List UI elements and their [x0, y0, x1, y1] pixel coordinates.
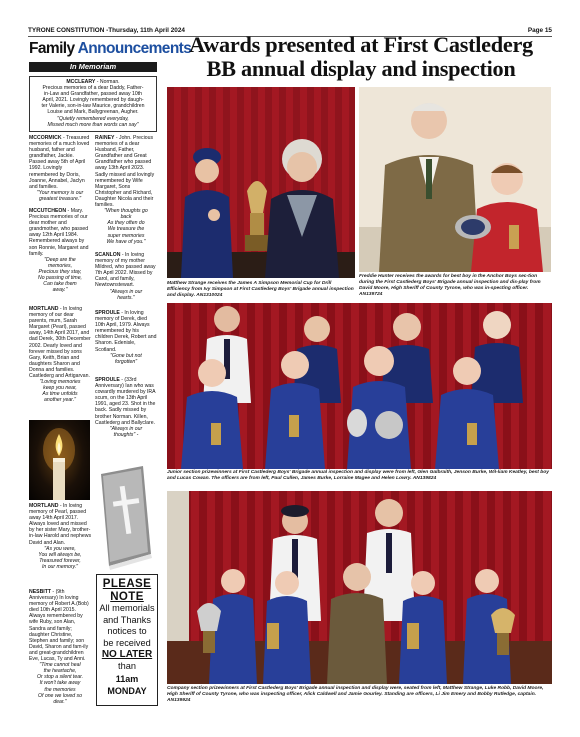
- notice-verse: You will always be,: [38, 551, 82, 558]
- photo-junior-section: [167, 303, 552, 469]
- notice-verse: Of one we loved so: [37, 692, 82, 699]
- announcements-word: Announcements: [77, 40, 192, 57]
- notice-name: MCCUTCHEON: [29, 208, 67, 214]
- notice-verse: "When thoughts go: [104, 208, 148, 215]
- notice-verse: Can take them: [43, 281, 77, 288]
- notice-verse: keep you near,: [43, 385, 77, 392]
- please-note-line: notices to: [107, 626, 147, 637]
- notice-verse: "Your memory is our: [36, 189, 84, 196]
- notice-mccormick: [29, 135, 91, 202]
- notice-text: - Mary. Precious memories of our dear mother and grandmother, who passed away 12th April 1984. Remembered always by son Ronnie, Margaret and family.: [29, 208, 89, 257]
- notice-text: - Treasured memories of a much loved husband, father and grandfather, Jackie. Passed away 5th of April 1992. Lovingly remembered by Doris, Joanne, Annabel, Jaclyn and families.: [29, 135, 90, 190]
- notice-text: - John. Precious memories of a dear Husband, Father, Grandfather and Great Grandfather who passed away 13th April 2023. Sadly missed and lovingly remembered by Wife Margaret, Sons Christopher and Richard, Daughter Nicola and their families.: [95, 135, 155, 209]
- notice-sproule-1: [95, 310, 157, 365]
- notice-sproule-2: [95, 377, 157, 438]
- notice-name: MCCLEARY: [66, 79, 96, 85]
- caption-photo-1: Matthew Strange receives the James A Simpson Memorial Cup for Drill Efficiency from Ivy Simpson at First Castlederg Boys' Brigade annual inspection and display. AN1310024: [167, 281, 354, 298]
- cross-book-icon: [95, 462, 157, 570]
- caption-photo-4: Company section prizewinners at First Castlederg Boys' Brigade annual inspection and display were, seated from left, Matthew Strange, Luke Robb, David Moore, High Sheriff of County Tyrone, who was inspecting officer, Alick Caldwell and Jamie Gourley. Standing are officers, Li Jim Emery and Bobby Rutledge, captain. AN139924: [167, 686, 544, 703]
- notice-text: - (33rd Anniversary) Ian who was cowardly murdered by IRA scum, on the 13th April 1991, aged 23. Shot in the back. Sadly missed by brother Norman. Killen, Castlederg and Ballyclare.: [95, 377, 156, 426]
- notice-name: MORTLAND: [29, 306, 59, 312]
- notice-name: SCANLON: [95, 252, 121, 258]
- notice-verse: No passing of time,: [37, 275, 82, 282]
- family-word: Family: [29, 40, 78, 57]
- notice-verse: super memories: [107, 232, 145, 239]
- notice-verse: In our memory.": [41, 563, 78, 570]
- notice-text: - In loving memory of our dear parents, mum, Sarah Margaret (Pearl), passed away, 14th April 2017, and dad Derek, 30th December 2002. Dearly loved and forever missed by sons Gary, Keith, Brian and daughters Sharon and Donna and families. Castlederg and Artigarvan.: [29, 306, 91, 380]
- notice-mccleary: [29, 76, 157, 132]
- caption-photo-2: Freddie Hunter receives the awards for best boy in the Anchor Boys sec-tion during the First Castlederg Boys' Brigade annual inspection and dis-play from David Moore, High Sheriff of County Tyrone, who was in-specting officer. AN139724: [359, 274, 541, 297]
- please-note-line: be received: [103, 637, 151, 648]
- notice-verse: "Time cannot heal: [39, 662, 81, 669]
- notice-name: SPROULE: [95, 310, 120, 316]
- page-number: Page 15: [527, 27, 552, 34]
- notice-verse: memories,: [48, 262, 72, 269]
- notice-verse: "As you were,: [44, 545, 76, 552]
- notice-text: April, 2021. Lovingly remembered by daugh-: [42, 97, 144, 104]
- notice-scanlon: [95, 252, 157, 301]
- notice-verse: We have of you.": [106, 238, 146, 245]
- in-memoriam-banner: In Memoriam: [29, 62, 157, 72]
- notice-name: MORTLAND: [29, 503, 59, 509]
- notice-verse: the memories: [44, 686, 76, 693]
- notice-text: Precious memories of a dear Daddy, Father-: [42, 85, 144, 92]
- notice-name: NESBITT: [29, 589, 51, 595]
- notice-name: RAINEY: [95, 135, 115, 141]
- notice-verse: "Quietly remembered everyday,: [57, 115, 129, 122]
- notice-text: - Norman.: [95, 79, 120, 85]
- please-note-time: 11am MONDAY: [107, 673, 147, 696]
- notice-verse: It won't take away: [39, 680, 81, 687]
- notice-text: - (9th Anniversary) In loving memory of Robert A.(Bob) died 10th April 2015. Always remembered by wife Ruby, son Alan, Sandra and family; daughter Christine, Stephen and family; son David, Sharon and fam-ily and great-grandchildren Eve, Lucas, Ty and Anni.: [29, 589, 89, 663]
- photo-company-section: [167, 491, 552, 684]
- please-word: PLEASE: [102, 578, 152, 590]
- candle-image: [29, 420, 90, 500]
- notice-verse: We treasure the: [107, 226, 145, 233]
- notice-text: - In loving memory of my mother Mildred, who passed away 7th April 2022. Missed by Carol, and family, Newtownstewart.: [95, 252, 156, 289]
- notice-verse: As time unfolds: [42, 391, 78, 398]
- family-announcements-title: [29, 40, 192, 58]
- notice-verse: thoughts" -: [113, 431, 139, 438]
- notice-verse: "Always in our: [109, 425, 143, 432]
- notice-text: ter Valerie, son-in-law Maurice, grandchildren: [41, 103, 145, 110]
- please-note-line: and Thanks: [103, 614, 151, 625]
- notice-verse: greatest treasure.": [38, 195, 82, 202]
- notice-verse: "Deep are the: [44, 256, 76, 263]
- notice-verse: dear.": [53, 698, 67, 705]
- notice-verse: hearts.": [117, 294, 135, 301]
- bible-image: [95, 462, 157, 570]
- notice-verse: Or stop a silent tear.: [36, 674, 84, 681]
- notice-text: Louise and Mark, Ballygreenan, Augher.: [47, 109, 139, 116]
- notice-mortland-2: [29, 503, 91, 570]
- notice-mccutcheon: [29, 208, 91, 293]
- photo-strange-simpson: [167, 87, 355, 278]
- note-word: NOTE: [110, 590, 144, 603]
- notice-verse: away.": [52, 287, 68, 294]
- masthead-title: TYRONE CONSTITUTION -Thursday, 11th April 2024: [28, 27, 185, 34]
- notice-verse: back: [120, 214, 132, 221]
- article-headline: [169, 33, 553, 80]
- notice-text: in-Law and Grandfather, passed away 10th: [43, 91, 143, 98]
- photo-hunter-moore: [359, 87, 551, 272]
- notice-verse: "Loving memories: [39, 379, 81, 386]
- notice-verse: Missed much more than words can say": [47, 121, 139, 128]
- please-note-line: All memorials: [99, 603, 155, 613]
- headline-line-2: BB annual display and inspection: [206, 55, 516, 81]
- notice-name: SPROULE: [95, 377, 120, 383]
- notice-verse: As they often do: [107, 220, 145, 227]
- notice-name: MCCORMICK: [29, 135, 62, 141]
- notice-text: - In loving memory of Derek, died 10th April, 1979. Always remembered by his children Derek, Robert and Sharon. Edenisle, Scotland.: [95, 310, 157, 353]
- notice-nesbitt: [29, 589, 91, 705]
- notice-rainey: [95, 135, 157, 245]
- notice-mortland-1: [29, 306, 91, 404]
- notice-text: - In loving memory of Pearl, passed away 14th April 2017. Always loved and missed by her sister Mary, brother-in-law Harold and nephews David and Alan.: [29, 503, 92, 546]
- notice-verse: Precious they stay,: [38, 268, 82, 275]
- notice-verse: another year.": [44, 397, 76, 404]
- notice-verse: "Gone but not: [110, 352, 142, 359]
- notice-verse: "Always in our: [109, 288, 143, 295]
- notice-verse: forgotten": [114, 358, 138, 365]
- please-note-deadline: NO LATER: [101, 649, 153, 661]
- notice-verse: the heartache,: [43, 668, 77, 675]
- notice-verse: Treasured forever,: [39, 557, 81, 564]
- please-note-line: than: [118, 661, 136, 672]
- please-note-box: [96, 574, 158, 706]
- caption-photo-3: Junior section prizewinners at First Castlederg Boys' Brigade annual inspection and display were from left, Glen Galbraith, Jenson Burke, Wil-liam Keatley, best boy and Lucas Cowan. The officers are from left, Paul Cullen, James Burke, Lorraine Magee and Helen Lowry. AN139824: [167, 470, 549, 481]
- headline-line-1: Awards presented at First Castlederg: [189, 32, 533, 57]
- candle-icon: [29, 420, 90, 500]
